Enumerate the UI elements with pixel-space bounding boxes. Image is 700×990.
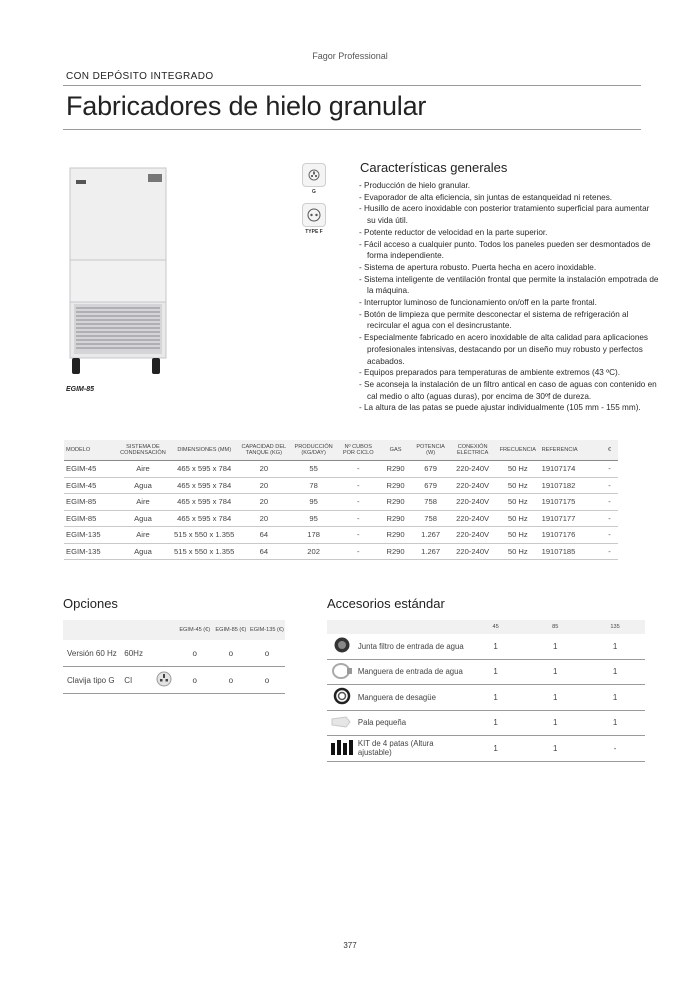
feature-item: - La altura de las patas se puede ajustar individualmente (105 mm - 155 mm). bbox=[359, 403, 641, 413]
badge-type-f bbox=[302, 203, 326, 235]
badge-g bbox=[302, 163, 326, 195]
spec-table bbox=[64, 440, 618, 560]
accessory-value: 1 bbox=[466, 659, 526, 685]
feature-item: - Sistema inteligente de ventilación frontal que permite la instalación empotrada de la máquina. bbox=[359, 274, 659, 296]
feature-item: - Especialmente fabricado en acero inoxidable de alta calidad para aplicaciones profesionales intensivas, destacando por un diseño muy robusto y perfectos acabados. bbox=[359, 333, 649, 366]
spec-cell: EGIM-45 bbox=[64, 477, 115, 494]
accessory-name: Pala pequeña bbox=[357, 710, 466, 736]
spec-cell: - bbox=[337, 461, 379, 478]
badge-label: TYPE F bbox=[305, 229, 323, 235]
spec-cell: 95 bbox=[290, 510, 337, 527]
spec-cell: 50 Hz bbox=[496, 477, 540, 494]
spec-cell: 50 Hz bbox=[496, 527, 540, 544]
type-f-plug-icon bbox=[302, 203, 326, 227]
accessory-name: Manguera de desagüe bbox=[357, 685, 466, 711]
accessory-value: 1 bbox=[585, 659, 645, 685]
spec-cell: 20 bbox=[238, 477, 290, 494]
section-label: CON DEPÓSITO INTEGRADO bbox=[66, 71, 214, 82]
spec-cell: 64 bbox=[238, 543, 290, 560]
spec-cell: Aire bbox=[115, 527, 170, 544]
accessory-value: 1 bbox=[466, 710, 526, 736]
feature-item: - Se aconseja la instalación de un filtro antical en caso de aguas con contenido en cal medio o alto (aguas duras), por encima de 30ºf de dureza. bbox=[359, 379, 657, 401]
accessory-row bbox=[327, 659, 645, 685]
spec-row bbox=[64, 543, 618, 560]
options-table bbox=[63, 620, 285, 694]
col-header: EGIM-85 (€) bbox=[213, 620, 249, 640]
spec-cell: 465 x 595 x 784 bbox=[171, 477, 238, 494]
spec-cell: - bbox=[337, 527, 379, 544]
spec-cell: 679 bbox=[412, 461, 449, 478]
feature-item: - Evaporador de alta eficiencia, sin juntas de estanqueidad ni retenes. bbox=[359, 192, 613, 202]
ice-machine-image bbox=[68, 166, 168, 376]
option-value: o bbox=[213, 667, 249, 694]
option-value: o bbox=[249, 667, 285, 694]
spec-cell: 19107182 bbox=[540, 477, 601, 494]
spec-cell: 220-240V bbox=[449, 543, 496, 560]
spec-cell: - bbox=[601, 510, 618, 527]
spec-row bbox=[64, 527, 618, 544]
feature-item: - Botón de limpieza que permite desconectar el sistema de refrigeración al recircular el agua con el desincrustante. bbox=[359, 309, 629, 331]
spec-cell: 20 bbox=[238, 494, 290, 511]
col-header: PRODUCCIÓN (KG/DAY) bbox=[290, 440, 337, 461]
spec-cell: 220-240V bbox=[449, 527, 496, 544]
header-rule bbox=[63, 85, 641, 86]
col-header: CAPACIDAD DEL TANQUE (KG) bbox=[238, 440, 290, 461]
scoop-icon bbox=[330, 715, 354, 729]
col-header: FRECUENCIA bbox=[496, 440, 540, 461]
col-header: EGIM-135 (€) bbox=[249, 620, 285, 640]
accessories-title: Accesorios estándar bbox=[327, 596, 445, 611]
accessory-name: KIT de 4 patas (Altura ajustable) bbox=[357, 736, 466, 762]
spec-cell: 1.267 bbox=[412, 543, 449, 560]
spec-cell: - bbox=[601, 494, 618, 511]
spec-cell: 220-240V bbox=[449, 477, 496, 494]
plug-icon bbox=[156, 671, 172, 687]
feature-item: - Fácil acceso a cualquier punto. Todos los paneles pueden ser desmontados de forma independiente. bbox=[359, 239, 651, 261]
spec-cell: 679 bbox=[412, 477, 449, 494]
spec-cell: R290 bbox=[379, 494, 412, 511]
options-title: Opciones bbox=[63, 596, 118, 611]
product-caption: EGIM-85 bbox=[66, 386, 95, 393]
accessory-row bbox=[327, 685, 645, 711]
spec-cell: Aire bbox=[115, 494, 170, 511]
col-header: DIMENSIONES (MM) bbox=[171, 440, 238, 461]
spec-cell: 220-240V bbox=[449, 494, 496, 511]
legs-kit-icon bbox=[329, 737, 355, 757]
drain-hose-icon bbox=[332, 687, 352, 705]
options-header-row bbox=[63, 620, 285, 640]
badge-label: G bbox=[312, 189, 316, 195]
spec-cell: 202 bbox=[290, 543, 337, 560]
spec-cell: R290 bbox=[379, 510, 412, 527]
spec-cell: 1.267 bbox=[412, 527, 449, 544]
col-header: € bbox=[601, 440, 618, 461]
spec-cell: - bbox=[337, 510, 379, 527]
spec-cell: 465 x 595 x 784 bbox=[171, 461, 238, 478]
spec-cell: Agua bbox=[115, 543, 170, 560]
spec-cell: 515 x 550 x 1.355 bbox=[171, 543, 238, 560]
spec-cell: 220-240V bbox=[449, 510, 496, 527]
option-value: o bbox=[177, 667, 213, 694]
spec-cell: - bbox=[601, 527, 618, 544]
spec-cell: 50 Hz bbox=[496, 510, 540, 527]
option-name: Versión 60 Hz bbox=[63, 640, 120, 667]
spec-cell: EGIM-45 bbox=[64, 461, 115, 478]
accessory-value: 1 bbox=[466, 685, 526, 711]
spec-cell: 465 x 595 x 784 bbox=[171, 510, 238, 527]
accessory-value: 1 bbox=[585, 685, 645, 711]
col-header: POTENCIA (W) bbox=[412, 440, 449, 461]
accessory-row bbox=[327, 736, 645, 762]
spec-cell: EGIM-85 bbox=[64, 494, 115, 511]
spec-cell: - bbox=[601, 461, 618, 478]
spec-cell: EGIM-135 bbox=[64, 543, 115, 560]
spec-cell: - bbox=[601, 477, 618, 494]
accessory-value: 1 bbox=[525, 634, 585, 659]
page-title: Fabricadores de hielo granular bbox=[66, 91, 427, 121]
col-header: Nº CUBOS POR CICLO bbox=[337, 440, 379, 461]
feature-item: - Equipos preparados para temperaturas de ambiente extremos (43 ºC). bbox=[359, 368, 621, 378]
col-header: GAS bbox=[379, 440, 412, 461]
spec-cell: 758 bbox=[412, 510, 449, 527]
title-rule bbox=[63, 129, 641, 130]
inlet-hose-icon bbox=[331, 662, 353, 680]
option-value: o bbox=[249, 640, 285, 667]
accessory-value: 1 bbox=[525, 659, 585, 685]
spec-cell: 515 x 550 x 1.355 bbox=[171, 527, 238, 544]
spec-cell: 55 bbox=[290, 461, 337, 478]
accessory-value: 1 bbox=[525, 685, 585, 711]
col-header: REFERENCIA bbox=[540, 440, 601, 461]
col-header: 85 bbox=[525, 620, 585, 634]
spec-cell: Agua bbox=[115, 510, 170, 527]
feature-item: - Producción de hielo granular. bbox=[359, 181, 471, 190]
col-header: MODELO bbox=[64, 440, 115, 461]
spec-cell: - bbox=[337, 494, 379, 511]
col-header: CONEXIÓN ELÉCTRICA bbox=[449, 440, 496, 461]
spec-cell: - bbox=[337, 543, 379, 560]
accessory-value: 1 bbox=[585, 710, 645, 736]
spec-cell: 50 Hz bbox=[496, 461, 540, 478]
spec-header-row bbox=[64, 440, 618, 461]
spec-cell: Agua bbox=[115, 477, 170, 494]
spec-cell: R290 bbox=[379, 477, 412, 494]
spec-cell: R290 bbox=[379, 543, 412, 560]
spec-cell: 465 x 595 x 784 bbox=[171, 494, 238, 511]
spec-cell: 19107174 bbox=[540, 461, 601, 478]
feature-item: - Sistema de apertura robusto. Puerta hecha en acero inoxidable. bbox=[359, 262, 597, 272]
feature-item: - Potente reductor de velocidad en la parte superior. bbox=[359, 227, 548, 237]
accessory-value: 1 bbox=[525, 710, 585, 736]
spec-cell: 19107185 bbox=[540, 543, 601, 560]
spec-cell: 64 bbox=[238, 527, 290, 544]
spec-cell: R290 bbox=[379, 461, 412, 478]
col-header: 45 bbox=[466, 620, 526, 634]
spec-cell: 20 bbox=[238, 510, 290, 527]
accessories-table bbox=[327, 620, 645, 762]
spec-cell: 20 bbox=[238, 461, 290, 478]
options-row bbox=[63, 667, 285, 694]
accessory-value: 1 bbox=[466, 736, 526, 762]
spec-cell: 95 bbox=[290, 494, 337, 511]
option-value: o bbox=[177, 640, 213, 667]
accessories-header-row bbox=[327, 620, 645, 634]
gasket-icon bbox=[333, 636, 351, 654]
spec-row bbox=[64, 494, 618, 511]
spec-cell: 19107175 bbox=[540, 494, 601, 511]
accessory-row bbox=[327, 634, 645, 659]
accessory-name: Junta filtro de entrada de agua bbox=[357, 634, 466, 659]
spec-cell: - bbox=[601, 543, 618, 560]
g-plug-icon bbox=[302, 163, 326, 187]
feature-item: - Husillo de acero inoxidable con posterior tratamiento superficial para aumentar su vida útil. bbox=[359, 204, 650, 226]
spec-row bbox=[64, 461, 618, 478]
col-header: 135 bbox=[585, 620, 645, 634]
feature-item: - Interruptor luminoso de funcionamiento on/off en la parte frontal. bbox=[359, 298, 597, 308]
option-value: o bbox=[213, 640, 249, 667]
spec-cell: 19107176 bbox=[540, 527, 601, 544]
option-code: CI bbox=[120, 667, 151, 694]
spec-cell: Aire bbox=[115, 461, 170, 478]
accessory-name: Manguera de entrada de agua bbox=[357, 659, 466, 685]
features-list bbox=[359, 180, 659, 414]
features-title: Características generales bbox=[360, 160, 508, 175]
accessory-row bbox=[327, 710, 645, 736]
accessory-value: 1 bbox=[525, 736, 585, 762]
option-name: Clavija tipo G bbox=[63, 667, 120, 694]
spec-cell: R290 bbox=[379, 527, 412, 544]
col-header: SISTEMA DE CONDENSACIÓN bbox=[115, 440, 170, 461]
spec-cell: 178 bbox=[290, 527, 337, 544]
spec-cell: 220-240V bbox=[449, 461, 496, 478]
spec-cell: 50 Hz bbox=[496, 543, 540, 560]
spec-cell: EGIM-135 bbox=[64, 527, 115, 544]
options-row bbox=[63, 640, 285, 667]
spec-cell: 19107177 bbox=[540, 510, 601, 527]
spec-cell: - bbox=[337, 477, 379, 494]
accessory-value: 1 bbox=[466, 634, 526, 659]
accessory-value: - bbox=[585, 736, 645, 762]
spec-row bbox=[64, 510, 618, 527]
col-header: EGIM-45 (€) bbox=[177, 620, 213, 640]
spec-cell: 50 Hz bbox=[496, 494, 540, 511]
spec-row bbox=[64, 477, 618, 494]
option-code: 60Hz bbox=[120, 640, 151, 667]
spec-cell: EGIM-85 bbox=[64, 510, 115, 527]
page-number: 377 bbox=[343, 941, 357, 950]
accessory-value: 1 bbox=[585, 634, 645, 659]
spec-cell: 758 bbox=[412, 494, 449, 511]
spec-cell: 78 bbox=[290, 477, 337, 494]
brand-name: Fagor Professional bbox=[312, 51, 388, 61]
